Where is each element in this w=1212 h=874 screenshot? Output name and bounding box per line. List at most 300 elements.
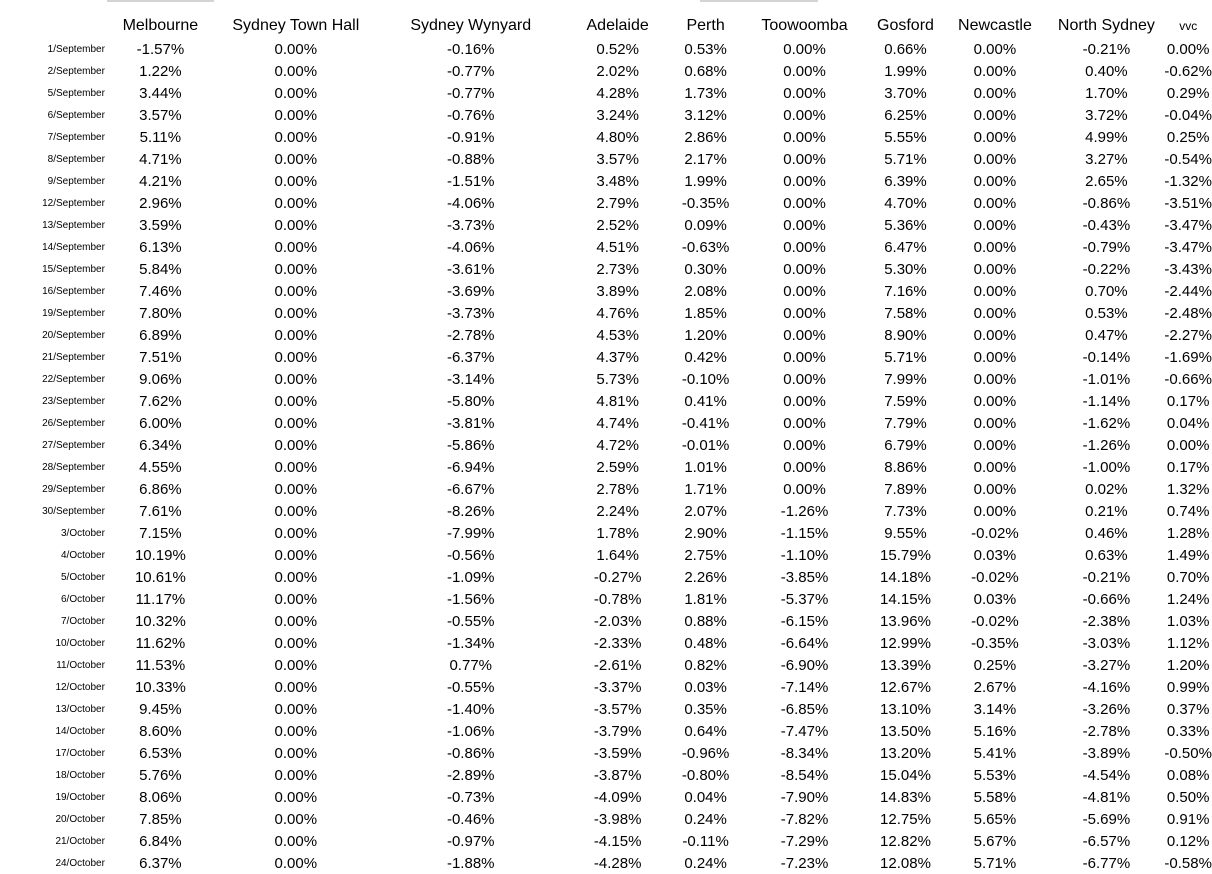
table-cell: -1.00% — [1082, 458, 1131, 476]
table-cell: 0.02% — [1085, 480, 1128, 498]
table-row — [0, 610, 1212, 632]
table-cell: -3.73% — [446, 304, 495, 322]
table-row — [0, 500, 1212, 522]
table-cell: 2.08% — [684, 282, 727, 300]
table-cell: 12.99% — [880, 634, 931, 652]
table-cell: 0.00% — [973, 260, 1017, 278]
table-cell: 2.75% — [684, 546, 727, 564]
row-date: 20/September — [42, 329, 105, 341]
table-cell: 2.67% — [973, 678, 1017, 696]
table-cell: 0.00% — [274, 238, 318, 256]
table-cell: -6.67% — [446, 480, 495, 498]
table-cell: 10.19% — [134, 546, 186, 564]
table-cell: -0.86% — [446, 744, 495, 762]
table-cell: 0.00% — [783, 436, 826, 454]
table-cell: -3.59% — [593, 744, 642, 762]
table-cell: 0.00% — [274, 678, 318, 696]
table-cell: 6.79% — [884, 436, 927, 454]
column-header: Melbourne — [122, 17, 199, 34]
table-cell: -4.09% — [593, 788, 642, 806]
table-cell: 5.65% — [973, 810, 1017, 828]
table-cell: -0.66% — [1082, 590, 1131, 608]
column-header: Gosford — [877, 17, 934, 34]
table-cell: 0.09% — [684, 216, 727, 234]
table-cell: 5.71% — [884, 150, 927, 168]
table-cell: -3.26% — [1082, 700, 1131, 718]
table-cell: 0.00% — [973, 392, 1017, 410]
table-cell: -0.58% — [1164, 854, 1212, 872]
table-cell: 3.48% — [596, 172, 639, 190]
table-cell: -0.77% — [446, 62, 495, 80]
table-cell: -2.61% — [593, 656, 642, 674]
table-cell: 12.75% — [880, 810, 931, 828]
table-row — [0, 698, 1212, 720]
table-cell: 0.41% — [684, 392, 727, 410]
table-cell: 0.47% — [1085, 326, 1128, 344]
table-cell: -6.77% — [1082, 854, 1131, 872]
row-date: 29/September — [42, 483, 105, 495]
table-row — [0, 236, 1212, 258]
table-cell: 0.00% — [783, 370, 826, 388]
table-cell: 0.00% — [274, 40, 318, 58]
table-cell: -0.50% — [1164, 744, 1212, 762]
table-cell: 1.99% — [884, 62, 927, 80]
data-table — [0, 14, 1212, 874]
table-cell: 0.00% — [274, 722, 318, 740]
table-cell: -7.82% — [780, 810, 829, 828]
row-date: 27/September — [42, 439, 105, 451]
table-cell: 0.00% — [783, 458, 826, 476]
table-row — [0, 566, 1212, 588]
table-cell: 0.03% — [684, 678, 727, 696]
table-cell: 0.33% — [1166, 722, 1210, 740]
table-cell: 0.04% — [1166, 414, 1210, 432]
table-cell: 7.59% — [884, 392, 927, 410]
table-cell: 0.77% — [449, 656, 493, 674]
table-cell: -6.57% — [1082, 832, 1131, 850]
table-cell: 0.00% — [973, 194, 1017, 212]
table-cell: 0.00% — [973, 216, 1017, 234]
table-cell: 0.00% — [783, 282, 826, 300]
column-header: North Sydney — [1057, 17, 1155, 34]
table-cell: -0.55% — [446, 612, 495, 630]
table-cell: 0.24% — [684, 810, 727, 828]
table-cell: 0.42% — [684, 348, 727, 366]
table-cell: 5.71% — [973, 854, 1017, 872]
table-cell: 6.84% — [139, 832, 182, 850]
table-cell: -1.01% — [1082, 370, 1131, 388]
table-cell: 0.00% — [973, 106, 1017, 124]
row-date: 24/October — [55, 857, 105, 869]
row-date: 5/September — [47, 87, 105, 99]
table-cell: 0.50% — [1166, 788, 1210, 806]
table-cell: 13.10% — [880, 700, 931, 718]
table-cell: -0.73% — [446, 788, 495, 806]
table-cell: -3.47% — [1164, 216, 1212, 234]
table-cell: -0.02% — [971, 612, 1019, 630]
table-cell: 0.00% — [274, 832, 318, 850]
table-cell: -0.27% — [593, 568, 642, 586]
table-cell: 14.15% — [880, 590, 931, 608]
table-cell: 1.78% — [596, 524, 639, 542]
row-date: 11/October — [56, 659, 105, 671]
table-row — [0, 808, 1212, 830]
table-cell: -3.47% — [1164, 238, 1212, 256]
table-cell: 12.67% — [880, 678, 931, 696]
table-cell: 0.00% — [783, 480, 826, 498]
table-cell: 3.44% — [139, 84, 182, 102]
table-cell: 0.00% — [973, 370, 1017, 388]
table-cell: -0.11% — [682, 832, 729, 850]
table-cell: 7.51% — [139, 348, 182, 366]
table-cell: 0.17% — [1166, 458, 1210, 476]
table-cell: 5.11% — [139, 128, 182, 146]
table-row — [0, 720, 1212, 742]
table-cell: -0.04% — [1164, 106, 1212, 124]
table-cell: 0.00% — [973, 326, 1017, 344]
table-row — [0, 60, 1212, 82]
table-row — [0, 324, 1212, 346]
row-date: 18/October — [55, 769, 105, 781]
row-date: 4/October — [61, 549, 105, 561]
table-cell: 0.00% — [973, 414, 1017, 432]
table-cell: 0.68% — [684, 62, 727, 80]
table-cell: 0.00% — [783, 260, 826, 278]
table-cell: 0.00% — [973, 238, 1017, 256]
table-cell: -7.90% — [780, 788, 829, 806]
table-cell: -4.16% — [1082, 678, 1131, 696]
table-cell: -6.15% — [780, 612, 829, 630]
table-cell: 2.65% — [1085, 172, 1128, 190]
table-cell: 4.21% — [139, 172, 182, 190]
table-cell: -8.54% — [780, 766, 829, 784]
table-cell: -0.88% — [446, 150, 495, 168]
table-cell: 13.39% — [880, 656, 931, 674]
table-cell: 3.70% — [884, 84, 927, 102]
table-cell: -0.10% — [681, 370, 730, 388]
table-cell: 1.20% — [684, 326, 727, 344]
row-date: 21/October — [55, 835, 105, 847]
table-cell: 0.00% — [274, 810, 318, 828]
row-date: 19/October — [55, 791, 105, 803]
table-cell: 9.55% — [884, 524, 927, 542]
table-cell: 0.00% — [973, 62, 1017, 80]
table-cell: 9.45% — [139, 700, 182, 718]
table-cell: 3.72% — [1085, 106, 1128, 124]
table-row — [0, 412, 1212, 434]
table-cell: -0.21% — [1082, 40, 1131, 58]
table-row — [0, 346, 1212, 368]
table-cell: 7.58% — [884, 304, 927, 322]
table-cell: -3.89% — [1082, 744, 1131, 762]
table-cell: 4.74% — [596, 414, 639, 432]
table-cell: -8.34% — [780, 744, 829, 762]
table-row — [0, 38, 1212, 60]
row-date: 21/September — [42, 351, 105, 363]
table-cell: -2.48% — [1164, 304, 1212, 322]
table-cell: 15.04% — [880, 766, 931, 784]
table-row — [0, 830, 1212, 852]
table-cell: 0.24% — [684, 854, 727, 872]
table-cell: -3.61% — [446, 260, 495, 278]
table-cell: 0.35% — [684, 700, 727, 718]
table-row — [0, 588, 1212, 610]
table-row — [0, 764, 1212, 786]
table-cell: -0.01% — [681, 436, 730, 454]
table-cell: 0.00% — [783, 392, 826, 410]
table-cell: 6.37% — [139, 854, 182, 872]
date-column-header — [0, 14, 107, 38]
row-date: 3/October — [61, 527, 105, 539]
table-cell: 0.00% — [274, 348, 318, 366]
table-cell: 0.21% — [1085, 502, 1128, 520]
table-cell: 0.00% — [274, 568, 318, 586]
table-cell: 0.53% — [684, 40, 727, 58]
table-cell: -1.88% — [446, 854, 495, 872]
table-cell: 1.70% — [1085, 84, 1128, 102]
table-cell: 0.00% — [973, 150, 1017, 168]
table-row — [0, 456, 1212, 478]
table-cell: 0.00% — [274, 194, 318, 212]
table-cell: -1.06% — [446, 722, 495, 740]
table-cell: 9.06% — [139, 370, 182, 388]
table-cell: -3.51% — [1164, 194, 1212, 212]
table-cell: -2.38% — [1082, 612, 1131, 630]
table-cell: -7.99% — [446, 524, 495, 542]
table-cell: 0.88% — [684, 612, 727, 630]
table-row — [0, 302, 1212, 324]
table-cell: 0.08% — [1166, 766, 1210, 784]
table-cell: 4.80% — [596, 128, 639, 146]
table-cell: 0.30% — [684, 260, 727, 278]
table-cell: 1.99% — [684, 172, 727, 190]
table-cell: -2.89% — [446, 766, 495, 784]
table-cell: 6.86% — [139, 480, 182, 498]
table-cell: 0.00% — [783, 348, 826, 366]
table-cell: 0.00% — [783, 304, 826, 322]
table-cell: 3.24% — [596, 106, 639, 124]
table-cell: 2.73% — [596, 260, 639, 278]
table-cell: 2.59% — [596, 458, 639, 476]
table-cell: 0.00% — [783, 106, 826, 124]
table-cell: 0.00% — [973, 304, 1017, 322]
table-cell: 2.96% — [139, 194, 182, 212]
table-cell: 5.67% — [973, 832, 1017, 850]
table-cell: 0.00% — [274, 260, 318, 278]
table-cell: -7.47% — [780, 722, 829, 740]
table-cell: -0.41% — [681, 414, 730, 432]
header-divider — [107, 0, 214, 2]
table-cell: 0.00% — [973, 480, 1017, 498]
table-cell: 0.00% — [274, 634, 318, 652]
table-cell: -1.26% — [1082, 436, 1131, 454]
table-cell: 0.00% — [274, 282, 318, 300]
table-cell: -7.23% — [780, 854, 829, 872]
table-cell: -0.91% — [446, 128, 495, 146]
row-date: 13/September — [42, 219, 105, 231]
table-cell: -1.34% — [446, 634, 495, 652]
table-cell: 2.79% — [596, 194, 639, 212]
table-cell: 1.22% — [139, 62, 182, 80]
table-cell: 7.15% — [139, 524, 182, 542]
table-cell: 0.00% — [973, 84, 1017, 102]
table-cell: -0.86% — [1082, 194, 1131, 212]
table-cell: -4.54% — [1082, 766, 1131, 784]
table-cell: 6.53% — [139, 744, 182, 762]
table-cell: -2.78% — [1082, 722, 1131, 740]
table-cell: 5.71% — [884, 348, 927, 366]
table-cell: 3.57% — [596, 150, 639, 168]
table-cell: -6.90% — [780, 656, 829, 674]
table-cell: -1.15% — [780, 524, 829, 542]
table-cell: -3.81% — [446, 414, 495, 432]
row-date: 26/September — [42, 417, 105, 429]
table-cell: -2.44% — [1164, 282, 1212, 300]
table-cell: 1.24% — [1166, 590, 1210, 608]
table-cell: 0.00% — [1166, 436, 1210, 454]
table-cell: 0.00% — [783, 128, 826, 146]
column-header: vvc — [1179, 19, 1198, 33]
table-row — [0, 390, 1212, 412]
table-cell: 1.85% — [684, 304, 727, 322]
table-row — [0, 478, 1212, 500]
table-cell: 0.00% — [783, 40, 826, 58]
table-cell: -3.87% — [593, 766, 642, 784]
table-cell: 5.30% — [884, 260, 927, 278]
column-header: Sydney Wynyard — [410, 17, 532, 34]
table-cell: -5.86% — [446, 436, 495, 454]
row-date: 5/October — [61, 571, 105, 583]
table-cell: 1.32% — [1166, 480, 1210, 498]
table-cell: 0.00% — [973, 282, 1017, 300]
row-date: 12/September — [42, 197, 105, 209]
table-cell: 0.00% — [973, 128, 1017, 146]
table-cell: -0.66% — [1164, 370, 1212, 388]
table-row — [0, 654, 1212, 676]
table-cell: 6.39% — [884, 172, 927, 190]
table-cell: 7.99% — [884, 370, 927, 388]
table-cell: -1.09% — [446, 568, 495, 586]
row-date: 10/October — [55, 637, 105, 649]
table-cell: -3.43% — [1164, 260, 1212, 278]
table-cell: 4.70% — [884, 194, 927, 212]
table-cell: -0.02% — [971, 568, 1019, 586]
table-cell: -0.96% — [681, 744, 730, 762]
table-cell: -4.06% — [446, 238, 495, 256]
table-cell: -1.26% — [780, 502, 829, 520]
table-cell: -6.37% — [446, 348, 495, 366]
table-cell: 4.76% — [596, 304, 639, 322]
table-cell: 0.00% — [274, 392, 318, 410]
table-cell: 5.41% — [973, 744, 1017, 762]
table-cell: 13.96% — [880, 612, 931, 630]
table-cell: 0.70% — [1085, 282, 1128, 300]
table-cell: 0.03% — [973, 546, 1017, 564]
table-row — [0, 214, 1212, 236]
table-cell: 12.82% — [880, 832, 931, 850]
table-cell: -3.98% — [593, 810, 642, 828]
row-date: 8/September — [47, 153, 105, 165]
table-cell: 0.00% — [783, 216, 826, 234]
table-cell: 0.00% — [274, 524, 318, 542]
table-cell: 4.99% — [1085, 128, 1128, 146]
header-divider — [700, 0, 818, 2]
table-cell: 1.28% — [1166, 524, 1210, 542]
table-cell: -0.02% — [971, 524, 1019, 542]
table-cell: 0.00% — [274, 106, 318, 124]
table-cell: 3.57% — [139, 106, 182, 124]
table-cell: 0.52% — [596, 40, 639, 58]
column-header: Toowoomba — [761, 17, 848, 34]
table-cell: -4.28% — [593, 854, 642, 872]
table-row — [0, 368, 1212, 390]
table-cell: 5.16% — [973, 722, 1017, 740]
table-cell: 0.00% — [274, 84, 318, 102]
table-cell: -0.54% — [1164, 150, 1212, 168]
table-cell: 0.04% — [684, 788, 727, 806]
table-cell: 4.71% — [139, 150, 182, 168]
table-cell: -5.69% — [1082, 810, 1131, 828]
row-date: 7/September — [47, 131, 105, 143]
row-date: 6/October — [61, 593, 105, 605]
table-cell: 7.80% — [139, 304, 182, 322]
table-cell: 0.00% — [783, 414, 826, 432]
table-cell: 0.00% — [973, 40, 1017, 58]
table-cell: 1.12% — [1166, 634, 1210, 652]
table-cell: -4.81% — [1082, 788, 1131, 806]
table-cell: -1.69% — [1164, 348, 1212, 366]
table-cell: 5.58% — [973, 788, 1017, 806]
table-cell: 2.90% — [684, 524, 727, 542]
table-cell: 0.46% — [1085, 524, 1128, 542]
table-cell: -0.63% — [681, 238, 730, 256]
table-cell: -5.80% — [446, 392, 495, 410]
table-cell: 0.82% — [684, 656, 727, 674]
table-cell: 3.89% — [596, 282, 639, 300]
row-date: 23/September — [42, 395, 105, 407]
table-cell: 0.00% — [274, 458, 318, 476]
row-date: 20/October — [55, 813, 105, 825]
row-date: 1/September — [47, 43, 105, 55]
table-cell: 0.48% — [684, 634, 727, 652]
table-cell: 0.00% — [274, 766, 318, 784]
table-cell: 4.81% — [596, 392, 639, 410]
row-date: 28/September — [42, 461, 105, 473]
table-cell: 6.00% — [139, 414, 182, 432]
row-date: 14/September — [42, 241, 105, 253]
table-cell: -0.22% — [1082, 260, 1131, 278]
table-cell: -2.27% — [1164, 326, 1212, 344]
table-cell: -6.64% — [780, 634, 829, 652]
table-cell: 0.00% — [783, 238, 826, 256]
table-cell: -0.35% — [971, 634, 1019, 652]
table-cell: 14.18% — [880, 568, 931, 586]
table-cell: 0.00% — [973, 502, 1017, 520]
table-cell: 5.84% — [139, 260, 182, 278]
table-cell: 7.89% — [884, 480, 927, 498]
table-cell: 0.00% — [274, 436, 318, 454]
table-cell: -2.33% — [593, 634, 642, 652]
table-cell: 4.51% — [596, 238, 639, 256]
table-cell: -3.85% — [780, 568, 829, 586]
table-cell: 6.34% — [139, 436, 182, 454]
table-cell: 4.72% — [596, 436, 639, 454]
table-cell: 2.52% — [596, 216, 639, 234]
table-cell: 10.61% — [134, 568, 186, 586]
table-cell: 8.86% — [884, 458, 927, 476]
table-cell: 0.00% — [274, 744, 318, 762]
table-cell: 7.62% — [139, 392, 182, 410]
